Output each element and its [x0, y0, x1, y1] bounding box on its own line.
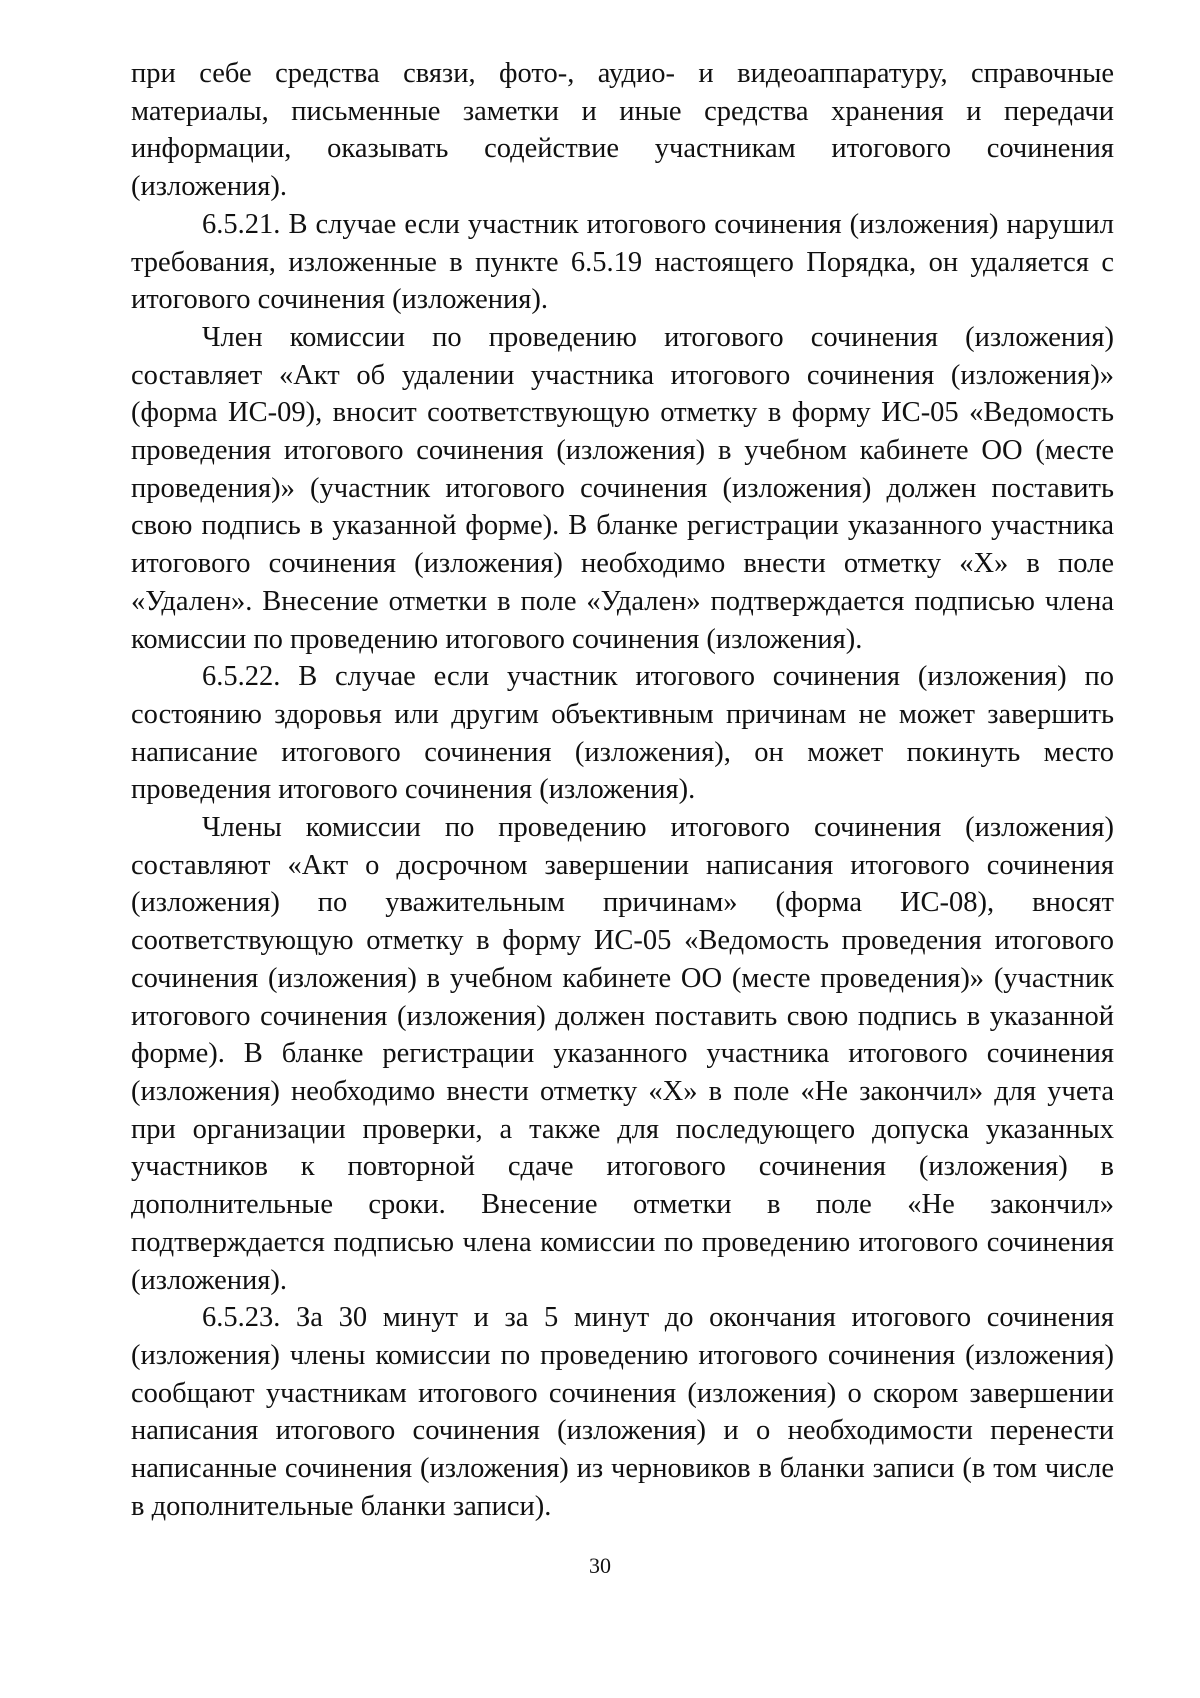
paragraph-6-5-23: 6.5.23. За 30 минут и за 5 минут до окончания итогового сочинения (изложения) члены комиссии по проведению итогового сочинения (изложения) сообщают участникам итогового сочинения (изложения) о скором завершении написания итогового сочинения (изложения) и о необходимости перенести написанные сочинения (изложения) из черновиков в бланки записи (в том числе в дополнительные бланки записи).: [131, 1302, 1114, 1522]
page-number: 30: [589, 1553, 611, 1578]
paragraph-removal-act: Член комиссии по проведению итогового сочинения (изложения) составляет «Акт об удалении участника итогового сочинения (изложения)» (форма ИС-09), вносит соответствующую отметку в форму ИС-05 «Ведомость проведения итогового сочинения (изложения) в учебном кабинете ОО (месте проведения)» (участник итогового сочинения (изложения) должен поставить свою подпись в указанной форме). В бланке регистрации указанного участника итогового сочинения (изложения) необходимо внести отметку «Х» в поле «Удален». Внесение отметки в поле «Удален» подтверждается подписью члена комиссии по проведению итогового сочинения (изложения).: [131, 321, 1114, 655]
paragraph-6-5-21: 6.5.21. В случае если участник итогового сочинения (изложения) нарушил требования, изложенные в пункте 6.5.19 настоящего Порядка, он удаляется с итогового сочинения (изложения).: [131, 208, 1114, 316]
paragraph-early-completion-act: Члены комиссии по проведению итогового сочинения (изложения) составляют «Акт о досрочном завершении написания итогового сочинения (изложения) по уважительным причинам» (форма ИС-08), вносят соответствующую отметку в форму ИС-05 «Ведомость проведения итогового сочинения (изложения) в учебном кабинете ОО (месте проведения)» (участник итогового сочинения (изложения) должен поставить свою подпись в указанной форме). В бланке регистрации указанного участника итогового сочинения (изложения) необходимо внести отметку «Х» в поле «Не закончил» для учета при организации проверки, а также для последующего допуска указанных участников к повторной сдаче итогового сочинения (изложения) в дополнительные сроки. Внесение отметки в поле «Не закончил» подтверждается подписью члена комиссии по проведению итогового сочинения (изложения).: [131, 812, 1114, 1296]
paragraph-6-5-22: 6.5.22. В случае если участник итогового сочинения (изложения) по состоянию здоровья или другим объективным причинам не может завершить написание итогового сочинения (изложения), он может покинуть место проведения итогового сочинения (изложения).: [131, 661, 1114, 806]
document-body: [131, 55, 1114, 1525]
paragraph-continuation: при себе средства связи, фото-, аудио- и видеоаппаратуру, справочные материалы, письменные заметки и иные средства хранения и передачи информации, оказывать содействие участникам итогового сочинения (изложения).: [131, 58, 1114, 203]
